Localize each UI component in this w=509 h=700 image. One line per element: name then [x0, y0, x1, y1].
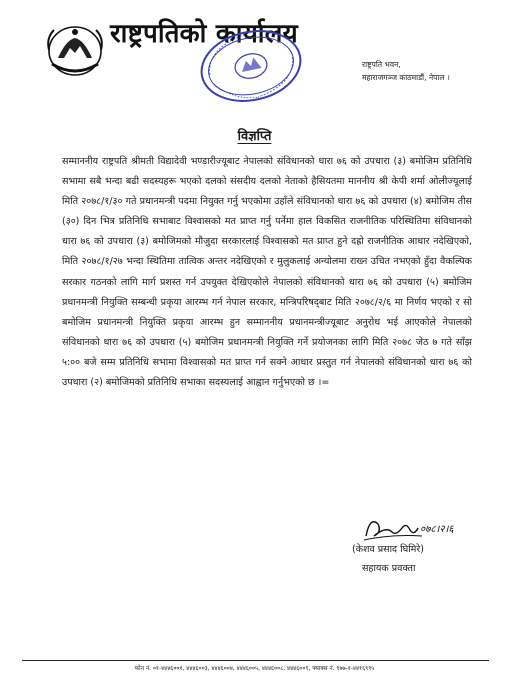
address-line: महाराजगञ्ज काठमाडौं, नेपाल । — [362, 73, 450, 82]
notice-heading — [0, 125, 509, 144]
signer-designation: सहायक प्रवक्ता — [362, 563, 416, 574]
signature-date: ०७८।२।६ — [420, 524, 454, 535]
office-title: राष्ट्रपतिको कार्यालय — [110, 19, 298, 49]
footer-contact: फोन नं. ०१-४४४६००१, ४४४६००३, ४४४६००४, ४४४६००५, ४४४६००८, ४४४६००९, फ्याक्स नं. ९७७-१-४४१६९९५ — [134, 666, 375, 672]
notice-heading-text: विज्ञप्ति — [237, 129, 272, 144]
footer-divider — [22, 660, 489, 661]
office-address — [362, 58, 492, 84]
office-seal-stamp — [197, 26, 305, 106]
signer-name: (केशव प्रसाद घिमिरे) — [352, 544, 424, 555]
notice-body: सम्माननीय राष्ट्रपति श्रीमती विद्यादेवी भण्डारीज्यूबाट नेपालको संविधानको धारा ७६ को उपधारा (३) बमोजिम प्रतिनिधि सभामा सबै भन्दा बढी सदस्यहरू भएको दलको संसदीय दलको नेताको हैसियतमा माननीय श्री केपी शर्मा ओलीज्यूलाई मिति २०७८/१/३० गते प्रधानमन्त्री पदमा नियुक्त गर्नु भएकोमा उहाँले संविधानको धारा ७६ को उपधारा (४) बमोजिम तीस (३०) दिन भित्र प्रतिनिधि सभाबाट विश्वासको मत प्राप्त गर्नु पर्नेमा हाल विकसित राजनीतिक परिस्थितिमा संविधानको धारा ७६ को उपधारा (३) बमोजिमको मौजुदा सरकारलाई विश्वासको मत प्राप्त हुने दह्रो राजनीतिक आधार नदेखिएको, मिति २०७८/१/२७ भन्दा स्थितिमा तात्विक अन्तर नदेखिएको र मुलुकलाई अन्योलमा राख्न उचित नभएको हुँदा वैकल्पिक सरकार गठनको लागि मार्ग प्रशस्त गर्न उपयुक्त देखिएकोले नेपालको संविधानको धारा ७६ को उपधारा (५) बमोजिम प्रधानमन्त्री नियुक्ति सम्बन्धी प्रकृया आरम्भ गर्न नेपाल सरकार, मन्त्रिपरिषद्‌बाट मिति २०७८/२/६ मा निर्णय भएको र सो बमोजिम प्रधानमन्त्री नियुक्ति प्रकृया आरम्भ हुन सम्माननीय प्रधानमन्त्रीज्यूबाट अनुरोध भई आएकोले नेपालको संविधानको धारा ७६ को उपधारा (५) बमोजिम प्रधानमन्त्री नियुक्ति गर्ने प्रयोजनका लागि मिति २०७८ जेठ ७ गते साँझ ५:०० बजे सम्म प्रतिनिधि सभामा विश्वासको मत प्राप्त गर्न सक्ने आधार प्रस्तुत गर्न नेपालको संविधानको धारा ७६ को उपधारा (२) बमोजिमको प्रतिनिधि सभाका सदस्यलाई आह्वान गर्नुभएको छ ।= — [62, 156, 472, 389]
nepal-emblem-icon — [44, 20, 106, 80]
address-line: राष्ट्रपति भवन, — [362, 60, 401, 69]
signer-block — [352, 540, 482, 578]
